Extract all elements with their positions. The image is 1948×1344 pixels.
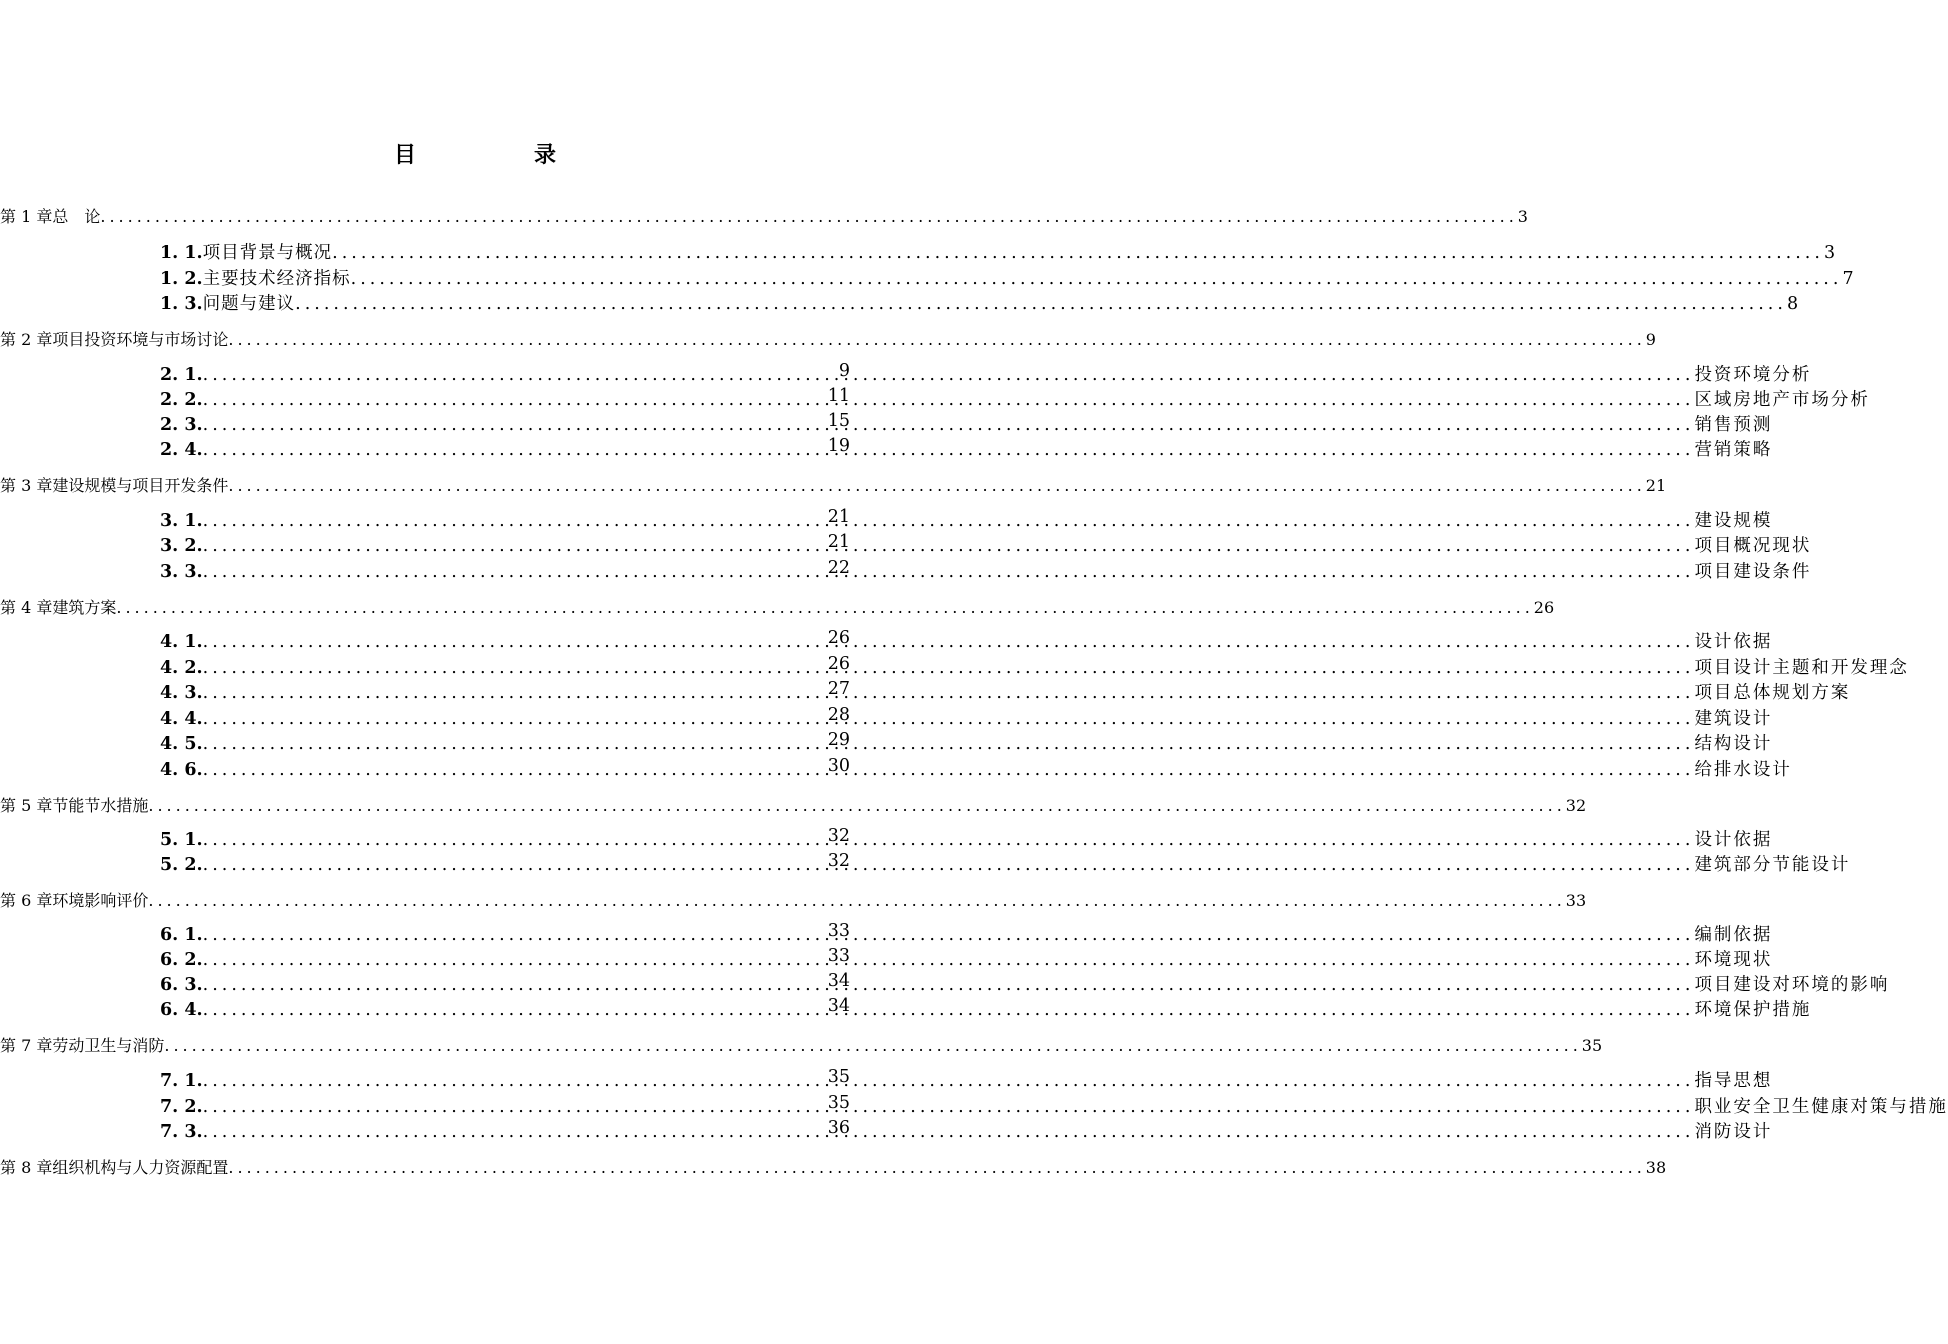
chapter-title: 环境影响评价	[52, 891, 149, 910]
section-number: 2. 1.	[160, 365, 203, 385]
page-number: 36	[827, 1118, 850, 1138]
dot-leader	[203, 562, 1695, 582]
chapter-number: 第 3 章	[0, 476, 53, 495]
chapter-title: 总 论	[52, 207, 101, 226]
page-number: 8	[1786, 294, 1799, 314]
dot-leader	[203, 440, 1695, 460]
section-number: 6. 4.	[160, 1000, 203, 1020]
toc-chapter-entry[interactable]	[0, 473, 1666, 501]
page-number: 21	[827, 532, 850, 552]
chapter-title: 项目投资环境与市场讨论	[52, 330, 229, 349]
section-title: 环境现状	[1694, 950, 1773, 970]
section-number: 1. 2.	[160, 269, 203, 289]
toc-chapter-entry[interactable]	[0, 204, 1528, 232]
section-title: 主要技术经济指标	[202, 269, 351, 289]
section-number: 4. 1.	[160, 632, 203, 652]
toc-section-entry[interactable]	[160, 290, 1799, 318]
section-number: 1. 1.	[160, 243, 203, 263]
dot-leader	[332, 243, 1824, 263]
section-number: 5. 2.	[160, 855, 203, 875]
page-number: 7	[1842, 269, 1854, 289]
section-title: 项目背景与概况	[202, 243, 333, 263]
page-number: 34	[827, 996, 850, 1016]
section-title: 项目建设条件	[1694, 562, 1812, 582]
dot-leader	[351, 269, 1843, 289]
section-title: 项目总体规划方案	[1694, 683, 1851, 703]
page-number: 28	[827, 705, 850, 725]
page-number: 15	[827, 411, 850, 431]
section-number: 5. 1.	[160, 830, 203, 850]
dot-leader	[203, 415, 1695, 435]
section-number: 4. 3.	[160, 683, 203, 703]
dot-leader	[203, 365, 1695, 385]
dot-leader	[203, 709, 1695, 729]
section-title: 结构设计	[1694, 734, 1773, 754]
section-title: 营销策略	[1694, 440, 1773, 460]
chapter-title: 节能节水措施	[52, 796, 149, 815]
chapter-number: 第 6 章	[0, 891, 53, 910]
section-number: 4. 6.	[160, 760, 203, 780]
section-number: 4. 4.	[160, 709, 203, 729]
page-number: 3	[1517, 207, 1528, 226]
chapter-number: 第 7 章	[0, 1036, 53, 1055]
dot-leader	[203, 1000, 1695, 1020]
section-title: 投资环境分析	[1694, 365, 1812, 385]
toc-section-entry[interactable]	[160, 361, 1812, 389]
dot-leader	[203, 536, 1695, 556]
page-number: 29	[827, 730, 850, 750]
page-number: 33	[827, 921, 850, 941]
toc-chapter-entry[interactable]	[0, 595, 1554, 623]
section-number: 6. 1.	[160, 925, 203, 945]
toc-chapter-entry[interactable]	[0, 1033, 1602, 1061]
chapter-title: 建设规模与项目开发条件	[52, 476, 229, 495]
section-title: 设计依据	[1694, 632, 1773, 652]
toc-chapter-entry[interactable]	[0, 1155, 1666, 1183]
page-number: 26	[827, 628, 850, 648]
page-number: 35	[1581, 1036, 1603, 1055]
page-number: 32	[1565, 796, 1587, 815]
toc-title: 目 录	[393, 142, 604, 168]
page-number: 32	[827, 826, 850, 846]
section-number: 3. 2.	[160, 536, 203, 556]
section-title: 环境保护措施	[1694, 1000, 1812, 1020]
section-number: 2. 2.	[160, 390, 203, 410]
page-number: 21	[827, 507, 850, 527]
dot-leader	[203, 658, 1695, 678]
dot-leader	[295, 294, 1787, 314]
page-number: 33	[827, 946, 850, 966]
dot-leader	[148, 796, 1565, 815]
page-number: 22	[827, 558, 850, 578]
dot-leader	[100, 207, 1517, 226]
section-title: 指导思想	[1694, 1071, 1773, 1091]
section-number: 7. 2.	[160, 1097, 203, 1117]
chapter-number: 第 1 章	[0, 207, 53, 226]
toc-chapter-entry[interactable]	[0, 888, 1586, 916]
section-number: 4. 5.	[160, 734, 203, 754]
dot-leader	[228, 1158, 1645, 1177]
section-title: 区域房地产市场分析	[1694, 390, 1870, 410]
section-number: 6. 3.	[160, 975, 203, 995]
section-number: 2. 3.	[160, 415, 203, 435]
section-number: 7. 3.	[160, 1122, 203, 1142]
chapter-title: 建筑方案	[52, 598, 117, 617]
section-title: 项目概况现状	[1694, 536, 1812, 556]
dot-leader	[203, 760, 1695, 780]
page-number: 27	[827, 679, 850, 699]
dot-leader	[203, 632, 1695, 652]
section-title: 建筑部分节能设计	[1694, 855, 1851, 875]
page-number: 19	[827, 436, 850, 456]
section-title: 建筑设计	[1694, 709, 1773, 729]
section-title: 编制依据	[1694, 925, 1773, 945]
page-number: 35	[827, 1067, 850, 1087]
section-title: 问题与建议	[202, 294, 296, 314]
page-number: 38	[1645, 1158, 1667, 1177]
dot-leader	[203, 950, 1695, 970]
dot-leader	[203, 925, 1695, 945]
page-number: 34	[827, 971, 850, 991]
section-number: 2. 4.	[160, 440, 203, 460]
chapter-title: 组织机构与人力资源配置	[52, 1158, 229, 1177]
page-number: 21	[1645, 476, 1667, 495]
dot-leader	[148, 891, 1565, 910]
section-title: 消防设计	[1694, 1122, 1773, 1142]
dot-leader	[203, 683, 1695, 703]
dot-leader	[203, 1122, 1695, 1142]
dot-leader	[203, 975, 1695, 995]
page-number: 26	[827, 654, 850, 674]
dot-leader	[228, 476, 1645, 495]
section-number: 1. 3.	[160, 294, 203, 314]
section-title: 职业安全卫生健康对策与措施	[1694, 1097, 1948, 1117]
toc-section-entry[interactable]	[160, 265, 1854, 293]
section-title: 设计依据	[1694, 830, 1773, 850]
chapter-title: 劳动卫生与消防	[52, 1036, 165, 1055]
section-number: 7. 1.	[160, 1071, 203, 1091]
dot-leader	[203, 734, 1695, 754]
chapter-number: 第 2 章	[0, 330, 53, 349]
chapter-number: 第 8 章	[0, 1158, 53, 1177]
dot-leader	[203, 855, 1695, 875]
section-number: 3. 1.	[160, 511, 203, 531]
section-title: 项目设计主题和开发理念	[1694, 658, 1909, 678]
page-number: 30	[827, 756, 850, 776]
section-number: 3. 3.	[160, 562, 203, 582]
section-number: 6. 2.	[160, 950, 203, 970]
section-title: 项目建设对环境的影响	[1694, 975, 1890, 995]
dot-leader	[203, 511, 1695, 531]
section-title: 销售预测	[1694, 415, 1773, 435]
dot-leader	[164, 1036, 1581, 1055]
section-number: 4. 2.	[160, 658, 203, 678]
toc-chapter-entry[interactable]	[0, 327, 1656, 355]
dot-leader	[203, 1097, 1695, 1117]
page-number: 32	[827, 851, 850, 871]
page-number: 3	[1823, 243, 1836, 263]
page-number: 33	[1565, 891, 1587, 910]
dot-leader	[203, 1071, 1695, 1091]
page-number: 35	[827, 1093, 850, 1113]
chapter-number: 第 5 章	[0, 796, 53, 815]
dot-leader	[203, 390, 1695, 410]
page-number: 11	[827, 386, 850, 406]
page-number: 26	[1533, 598, 1555, 617]
dot-leader	[116, 598, 1533, 617]
toc-chapter-entry[interactable]	[0, 793, 1586, 821]
section-title: 建设规模	[1694, 511, 1773, 531]
dot-leader	[228, 330, 1645, 349]
chapter-number: 第 4 章	[0, 598, 53, 617]
page-number: 9	[838, 361, 850, 381]
dot-leader	[203, 830, 1695, 850]
page-number: 9	[1645, 330, 1656, 349]
section-title: 给排水设计	[1694, 760, 1792, 780]
toc-section-entry[interactable]	[160, 239, 1836, 267]
